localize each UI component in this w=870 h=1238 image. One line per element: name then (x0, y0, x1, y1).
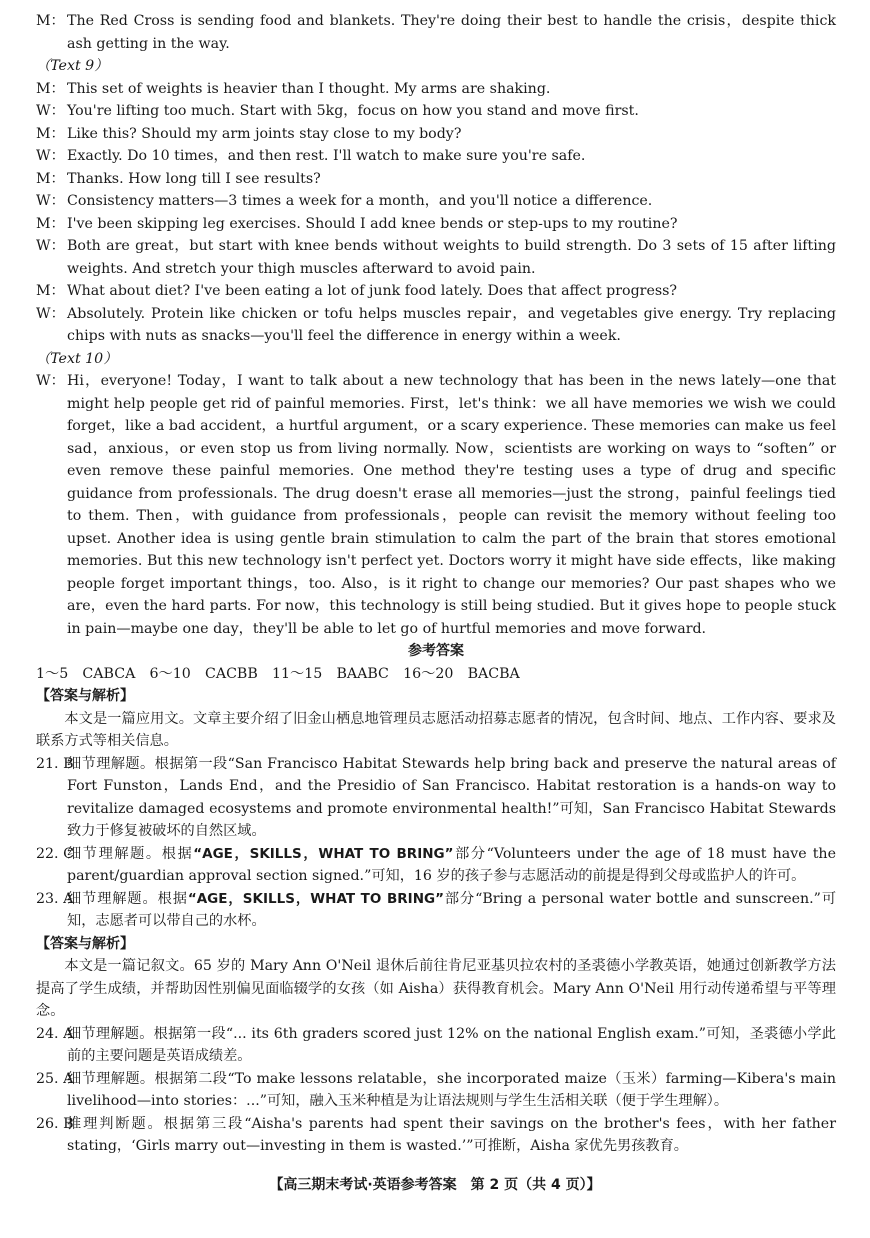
line-text: Both are great，but start with knee bends without weights to build strength. Do 3 sets of 15 after lifting weights. And stretch your thigh muscles afterward to avoid pain. (67, 238, 836, 277)
text-10-header: （Text 10） (36, 350, 118, 367)
monologue (36, 370, 836, 640)
line-text: I've been skipping leg exercises. Should I add knee bends or step-ups to my routine? (67, 215, 678, 232)
speaker: M： (36, 215, 65, 232)
item-number: 25. A (36, 1070, 74, 1087)
item-number: 24. A (36, 1025, 74, 1042)
answer-item (36, 843, 836, 888)
passage-summary: 本文是一篇记叙文。65 岁的 Mary Ann O'Neil 退休后前往肯尼亚基贝拉农村的圣裘德小学教英语，她通过创新教学方法提高了学生成绩，并帮助因性别偏见面临辍学的女孩（如 Aisha）获得教育机会。Mary Ann O'Neil 用行动传递希望与平等理念。 (36, 958, 836, 1019)
line-text: Thanks. How long till I see results? (67, 170, 321, 187)
answer-title: 参考答案 (408, 643, 464, 659)
page-footer: 【高三期末考试·英语参考答案 第 2 页（共 4 页）】 (269, 1177, 601, 1193)
dialogue-line (36, 78, 836, 101)
answer-keys: 1～5 CABCA 6～10 CACBB 11～15 BAABC 16～20 BACBA (36, 665, 520, 682)
speaker: W： (36, 373, 65, 389)
answer-item (36, 888, 836, 933)
dialogue-line (36, 123, 836, 146)
line-text: Like this? Should my arm joints stay close to my body? (67, 125, 462, 142)
dialogue-line (36, 190, 836, 213)
item-text: 细节理解题。根据 (67, 845, 194, 862)
item-text: 推理判断题。根据第三段“Aisha's parents had spent their savings on the brother's fees，with her father stating，‘Girls marry out—investing in them is wasted.’”可推断，Aisha 家优先男孩教育。 (67, 1115, 836, 1154)
line-text: What about diet? I've been eating a lot of junk food lately. Does that affect progress? (67, 283, 678, 299)
text-9-header: （Text 9） (36, 58, 109, 74)
speaker: M： (36, 283, 65, 299)
item-text: 部分“Volunteers under the age of 18 must have the parent/guardian approval section signed.”可知，16 岁的孩子参与志愿活动的前提是得到父母或监护人的许可。 (67, 845, 836, 884)
dialogue-line (36, 303, 836, 348)
answer-item (36, 1113, 836, 1158)
speaker: W： (36, 148, 65, 164)
speaker: M： (36, 13, 65, 29)
item-number: 23. A (36, 890, 74, 907)
line-text: Absolutely. Protein like chicken or tofu helps muscles repair，and vegetables give energy. Try replacing chips with nuts as snacks—you'll feel the difference in energy within a week. (67, 305, 836, 344)
dialogue-line (36, 280, 836, 303)
item-text: 部分“Bring a personal water bottle and sunscreen.”可知，志愿者可以带自己的水杯。 (67, 890, 837, 929)
speaker: W： (36, 193, 65, 209)
line-text: Hi，everyone! Today，I want to talk about a new technology that has been in the news lately—one that might help people get rid of painful memories. First，let's think：we all have memories we wish we could forget，like a bad accident，a hurtful argument，or a scary experience. These memories can make us feel sad，anxious，or even stop us from living normally. Now，scientists are working on ways to “soften” or even remove these painful memories. One method they're testing uses a type of drug and specific guidance from professionals. The drug doesn't erase all memories—just the strong，painful feelings tied to them. Then，with guidance from professionals，people can revisit the memory without feeling too upset. Another idea is using gentle brain stimulation to calm the part of the brain that stores emotional memories. But this new technology isn't perfect yet. Doctors worry it might have side effects，like making people forget important things，too. Also，is it right to change our memories? Our past shapes who we are，even the hard parts. For now，this technology is still being studied. But it gives hope to people stuck in pain—maybe one day，they'll be able to let go of hurtful memories and move forward. (67, 373, 836, 637)
section-ref: “AGE，SKILLS，WHAT TO BRING” (187, 890, 444, 907)
item-text: 细节理解题。根据第一段“San Francisco Habitat Stewards help bring back and preserve the natural areas of Fort Funston，Lands End，and the Presidio of San Francisco. Habitat restoration is a hands-on way to revitalize damaged ecosystems and promote environmental health!”可知，San Francisco Habitat Stewards 致力于修复被破坏的自然区域。 (67, 755, 836, 839)
page-content (36, 10, 836, 1158)
line-text: The Red Cross is sending food and blankets. They're doing their best to handle the crisis，despite thick ash getting in the way. (67, 13, 836, 52)
analysis-heading: 【答案与解析】 (36, 688, 134, 704)
item-number: 26. B (36, 1115, 74, 1132)
dialogue-line (36, 235, 836, 280)
answer-item (36, 1068, 836, 1113)
item-text: 细节理解题。根据第二段“To make lessons relatable，she incorporated maize（玉米）farming—Kibera's main livelihood—into stories：...”可知，融入玉米种植是为让语法规则与学生生活相关联（便于学生理解）。 (67, 1070, 836, 1109)
speaker: M： (36, 170, 65, 187)
line-text: You're lifting too much. Start with 5kg，focus on how you stand and move first. (67, 103, 639, 119)
item-text: 细节理解题。根据 (67, 890, 188, 907)
item-number: 22. C (36, 845, 74, 862)
dialogue-line (36, 100, 836, 123)
dialogue-line (36, 168, 836, 191)
speaker: W： (36, 103, 65, 119)
item-text: 细节理解题。根据第一段“... its 6th graders scored just 12% on the national English exam.”可知，圣裘德小学此前的主要问题是英语成绩差。 (67, 1025, 836, 1064)
speaker: M： (36, 125, 65, 142)
line-text: This set of weights is heavier than I thought. My arms are shaking. (67, 80, 551, 97)
dialogue-line (36, 10, 836, 55)
speaker: W： (36, 238, 65, 254)
speaker: W： (36, 305, 65, 322)
line-text: Exactly. Do 10 times，and then rest. I'll watch to make sure you're safe. (67, 148, 586, 164)
passage-summary: 本文是一篇应用文。文章主要介绍了旧金山栖息地管理员志愿活动招募志愿者的情况，包含时间、地点、工作内容、要求及联系方式等相关信息。 (36, 710, 836, 749)
dialogue-line (36, 213, 836, 236)
section-ref: “AGE，SKILLS，WHAT TO BRING” (193, 845, 454, 862)
answer-item (36, 753, 836, 843)
item-number: 21. B (36, 755, 74, 772)
line-text: Consistency matters—3 times a week for a month，and you'll notice a difference. (67, 193, 653, 209)
speaker: M： (36, 80, 65, 97)
analysis-heading: 【答案与解析】 (36, 935, 134, 952)
dialogue-line (36, 145, 836, 168)
answer-item (36, 1023, 836, 1068)
